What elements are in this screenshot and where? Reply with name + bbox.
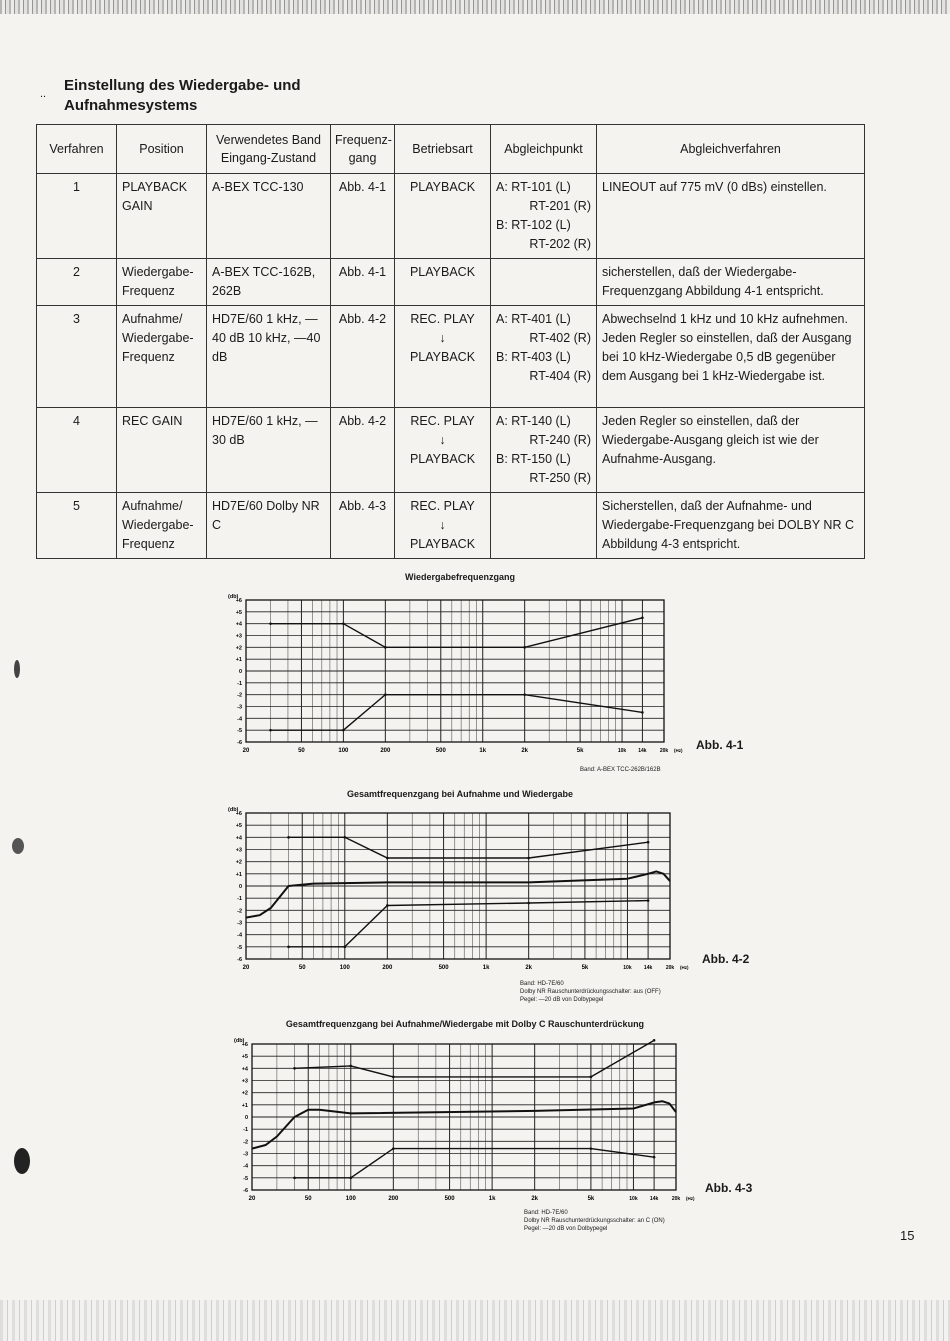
cell-mode — [395, 259, 491, 306]
data-point — [287, 946, 290, 949]
chart-title: Gesamtfrequenzgang bei Aufnahme/Wiedergabe mit Dolby C Rauschunterdrückung — [285, 1019, 645, 1029]
cell-procedure: LINEOUT auf 775 mV (0 dBs) einstellen. — [597, 174, 865, 259]
x-tick-label: 1k — [488, 1196, 496, 1202]
x-tick-label: 14k — [638, 748, 647, 754]
y-tick-label: -3 — [237, 920, 242, 927]
cell-nr: 4 — [37, 408, 117, 493]
frequency-chart-4-2 — [222, 805, 700, 985]
y-tick-label: -3 — [237, 704, 242, 711]
x-tick-label: 500 — [438, 965, 449, 971]
cell-band: HD7E/60 1 kHz, —30 dB — [207, 408, 331, 493]
cell-position: REC GAIN — [117, 408, 207, 493]
y-tick-label: +5 — [241, 1054, 248, 1061]
cell-points — [491, 174, 597, 259]
data-point — [287, 836, 290, 839]
x-tick-label: 5k — [576, 748, 584, 754]
y-tick-label: -1 — [237, 680, 242, 687]
cell-procedure: Abwechselnd 1 kHz und 10 kHz aufnehmen. Jeden Regler so einstellen, daß der Ausgang bei 10 kHz-Wiedergabe 0,5 dB gegenüber dem Ausgang bei 1 kHz-Wiedergabe ist. — [597, 306, 865, 408]
data-point — [342, 729, 345, 732]
cell-mode — [395, 174, 491, 259]
cell-freq: Abb. 4-1 — [331, 174, 395, 259]
cell-points — [491, 259, 597, 306]
data-point — [384, 646, 387, 649]
cell-freq: Abb. 4-2 — [331, 306, 395, 408]
data-point — [392, 1076, 395, 1079]
section-marker: .. — [40, 88, 47, 100]
y-tick-label: -6 — [237, 957, 242, 963]
chart-title: Gesamtfrequenzgang bei Aufnahme und Wiedergabe — [346, 789, 574, 799]
x-tick-label: 20 — [242, 748, 250, 754]
x-tick-label: 50 — [298, 965, 306, 971]
y-tick-label: -2 — [237, 692, 242, 699]
y-tick-label: +1 — [241, 1102, 248, 1109]
col-header: Verwendetes Band Eingang-Zustand — [207, 125, 331, 174]
x-tick-label: 50 — [298, 748, 305, 754]
col-header: Verfahren — [37, 125, 117, 174]
y-tick-label: -6 — [237, 740, 242, 746]
mode-line: REC. PLAY — [410, 414, 475, 428]
col-header: Abgleichpunkt — [491, 125, 597, 174]
y-tick-label: +6 — [235, 598, 242, 604]
series-line — [289, 901, 649, 947]
figure-label: Abb. 4-3 — [705, 1181, 753, 1195]
point-line: RT-240 (R) — [529, 433, 591, 447]
x-unit-label: (Hz) — [680, 965, 689, 970]
table-row — [37, 408, 865, 493]
data-point — [523, 646, 526, 649]
y-tick-label: -5 — [237, 728, 242, 735]
x-tick-label: 14k — [643, 965, 653, 971]
data-point — [349, 1065, 352, 1068]
y-tick-label: -5 — [243, 1175, 248, 1182]
y-tick-label: -2 — [237, 908, 242, 915]
figure-note: Band: A-BEX TCC-262B/162B — [580, 767, 661, 773]
data-point — [523, 693, 526, 696]
figure-note: Pegel: —20 dB von Dolbypegel — [524, 1226, 608, 1232]
cell-band: HD7E/60 1 kHz, —40 dB 10 kHz, —40 dB — [207, 306, 331, 408]
x-tick-label: 20 — [242, 965, 250, 971]
x-tick-label: 1k — [482, 965, 490, 971]
cell-mode — [395, 306, 491, 408]
data-point — [342, 622, 345, 625]
data-point — [293, 1067, 296, 1070]
data-point — [386, 904, 389, 907]
point-line: A: RT-401 (L) — [496, 312, 571, 326]
series-line — [295, 1149, 655, 1178]
data-point — [386, 857, 389, 860]
cell-nr: 2 — [37, 259, 117, 306]
col-header: Abgleichverfahren — [597, 125, 865, 174]
data-point — [653, 1039, 656, 1042]
arrow-down-icon: ↓ — [439, 433, 446, 447]
mode-line: REC. PLAY — [410, 499, 475, 513]
cell-freq: Abb. 4-3 — [331, 493, 395, 559]
adjustment-table — [36, 124, 865, 559]
y-tick-label: +3 — [241, 1078, 248, 1085]
y-tick-label: +3 — [235, 847, 242, 854]
cell-freq: Abb. 4-2 — [331, 408, 395, 493]
data-point — [392, 1147, 395, 1150]
page-number: 15 — [900, 1228, 915, 1243]
y-tick-label: +2 — [235, 859, 242, 866]
cell-procedure: sicherstellen, daß der Wiedergabe-Frequenzgang Abbildung 4-1 entspricht. — [597, 259, 865, 306]
y-tick-label: 0 — [238, 884, 242, 890]
arrow-down-icon: ↓ — [439, 518, 446, 532]
col-header: Betriebsart — [395, 125, 491, 174]
frequency-chart-4-3 — [226, 1036, 704, 1216]
cell-nr: 5 — [37, 493, 117, 559]
y-tick-label: +1 — [235, 657, 242, 664]
cell-points — [491, 408, 597, 493]
cell-band: A-BEX TCC-130 — [207, 174, 331, 259]
mode-line: PLAYBACK — [409, 350, 476, 364]
cell-mode — [395, 408, 491, 493]
y-tick-label: +2 — [241, 1090, 248, 1097]
data-point — [269, 729, 272, 732]
x-tick-label: 200 — [388, 1196, 399, 1202]
cell-mode — [395, 493, 491, 559]
data-point — [653, 1156, 656, 1159]
mode-line: PLAYBACK — [409, 537, 476, 551]
y-tick-label: -3 — [243, 1151, 248, 1158]
data-point — [641, 711, 644, 714]
y-tick-label: +3 — [235, 633, 242, 640]
table-row — [37, 306, 865, 408]
x-tick-label: 2k — [531, 1196, 539, 1202]
x-tick-label: 20k — [665, 965, 675, 971]
x-unit-label: (Hz) — [686, 1196, 695, 1201]
point-line: RT-201 (R) — [529, 199, 591, 213]
data-point — [647, 899, 650, 902]
cell-nr: 1 — [37, 174, 117, 259]
chart-title: Wiedergabefrequenzgang — [405, 572, 515, 582]
figure-label: Abb. 4-1 — [696, 738, 744, 752]
x-tick-label: 10k — [617, 748, 627, 754]
x-tick-label: 200 — [382, 965, 393, 971]
x-tick-label: 100 — [345, 1196, 356, 1202]
cell-band: HD7E/60 Dolby NR C — [207, 493, 331, 559]
data-point — [349, 1177, 352, 1180]
scan-noise-bottom — [0, 1300, 950, 1341]
data-point — [590, 1147, 593, 1150]
mode-line: PLAYBACK — [409, 265, 476, 279]
x-tick-label: 14k — [649, 1196, 659, 1202]
data-point — [293, 1177, 296, 1180]
x-tick-label: 20k — [671, 1196, 681, 1202]
y-tick-label: -6 — [243, 1188, 248, 1194]
scan-noise-top — [0, 0, 950, 14]
cell-procedure: Sicherstellen, daß der Aufnahme- und Wiedergabe-Frequenzgang bei DOLBY NR C Abbildung 4-3 entspricht. — [597, 493, 865, 559]
x-tick-label: 2k — [521, 748, 529, 754]
x-tick-label: 20k — [659, 748, 669, 754]
y-tick-label: +6 — [235, 811, 242, 817]
table-row — [37, 493, 865, 559]
y-tick-label: +6 — [241, 1042, 248, 1048]
mode-line: PLAYBACK — [409, 452, 476, 466]
x-tick-label: 50 — [304, 1196, 312, 1202]
data-point — [343, 946, 346, 949]
y-tick-label: +4 — [235, 621, 242, 628]
figure-note: Band: HD-7E/60 — [524, 1210, 568, 1216]
cell-band: A-BEX TCC-162B, 262B — [207, 259, 331, 306]
figure-note: Dolby NR Rauschunterdrückungsschalter: aus (OFF) — [520, 989, 661, 995]
margin-blot — [12, 838, 24, 854]
y-tick-label: 0 — [244, 1115, 248, 1121]
x-tick-label: 10k — [629, 1196, 638, 1202]
data-point — [384, 693, 387, 696]
cell-position: PLAYBACK GAIN — [117, 174, 207, 259]
series-line — [295, 1040, 655, 1077]
cell-freq: Abb. 4-1 — [331, 259, 395, 306]
col-header: Frequenz-gang — [331, 125, 395, 174]
x-tick-label: 5k — [581, 965, 589, 971]
col-header: Position — [117, 125, 207, 174]
x-tick-label: 500 — [444, 1196, 455, 1202]
y-axis-label: (db) — [228, 807, 239, 813]
y-axis-label: (db) — [228, 594, 239, 600]
point-line: B: RT-403 (L) — [496, 350, 571, 364]
cell-position: Aufnahme/ Wiedergabe-Frequenz — [117, 493, 207, 559]
frequency-chart-4-1 — [220, 590, 690, 776]
mode-line: REC. PLAY — [410, 312, 475, 326]
series-line — [271, 695, 643, 731]
y-tick-label: +5 — [235, 823, 242, 830]
y-tick-label: +4 — [241, 1066, 248, 1073]
x-tick-label: 100 — [338, 748, 349, 754]
cell-points — [491, 493, 597, 559]
x-unit-label: (Hz) — [674, 748, 683, 753]
section-title: Einstellung des Wiedergabe- und Aufnahmesystems — [64, 77, 301, 114]
figure-note: Pegel: —20 dB von Dolbypegel — [520, 997, 604, 1003]
margin-blot — [14, 1148, 30, 1174]
figure-label: Abb. 4-2 — [702, 952, 750, 966]
cell-points — [491, 306, 597, 408]
x-tick-label: 200 — [380, 748, 391, 754]
data-point — [590, 1076, 593, 1079]
figure-note: Band: HD-7E/60 — [520, 981, 564, 987]
data-point — [527, 857, 530, 860]
x-tick-label: 10k — [623, 965, 632, 971]
x-tick-label: 20 — [248, 1196, 256, 1202]
cell-nr: 3 — [37, 306, 117, 408]
point-line: RT-202 (R) — [529, 237, 591, 251]
x-tick-label: 1k — [479, 748, 487, 754]
point-line: A: RT-140 (L) — [496, 414, 571, 428]
y-tick-label: -5 — [237, 944, 242, 951]
y-tick-label: +2 — [235, 645, 242, 652]
margin-blot — [14, 660, 20, 678]
cell-position: Aufnahme/ Wiedergabe-Frequenz — [117, 306, 207, 408]
point-line: RT-404 (R) — [529, 369, 591, 383]
y-axis-label: (db) — [234, 1038, 245, 1044]
y-tick-label: -4 — [243, 1163, 248, 1170]
cell-procedure: Jeden Regler so einstellen, daß der Wiedergabe-Ausgang gleich ist wie der Aufnahme-Ausgang. — [597, 408, 865, 493]
y-tick-label: +4 — [235, 835, 242, 842]
table-header-row — [37, 125, 865, 174]
table-row — [37, 259, 865, 306]
data-point — [269, 622, 272, 625]
y-tick-label: -1 — [237, 896, 242, 903]
point-line: B: RT-102 (L) — [496, 218, 571, 232]
point-line: RT-250 (R) — [529, 471, 591, 485]
y-tick-label: +5 — [235, 609, 242, 616]
y-tick-label: -4 — [237, 932, 242, 939]
y-tick-label: +1 — [235, 871, 242, 878]
y-tick-label: -1 — [243, 1127, 248, 1134]
x-tick-label: 2k — [525, 965, 533, 971]
data-point — [641, 616, 644, 619]
x-tick-label: 5k — [587, 1196, 595, 1202]
series-line — [289, 837, 649, 858]
x-tick-label: 500 — [435, 748, 446, 754]
arrow-down-icon: ↓ — [439, 331, 446, 345]
y-tick-label: -2 — [243, 1139, 248, 1146]
data-point — [527, 902, 530, 905]
mode-line: PLAYBACK — [409, 180, 476, 194]
table-row — [37, 174, 865, 259]
y-tick-label: 0 — [238, 669, 242, 675]
x-tick-label: 100 — [339, 965, 350, 971]
data-point — [647, 841, 650, 844]
point-line: B: RT-150 (L) — [496, 452, 571, 466]
data-point — [343, 836, 346, 839]
y-tick-label: -4 — [237, 716, 242, 723]
point-line: RT-402 (R) — [529, 331, 591, 345]
cell-position: Wiedergabe-Frequenz — [117, 259, 207, 306]
figure-note: Dolby NR Rauschunterdrückungsschalter: an C (ON) — [524, 1218, 665, 1224]
series-line — [271, 618, 643, 648]
point-line: A: RT-101 (L) — [496, 180, 571, 194]
